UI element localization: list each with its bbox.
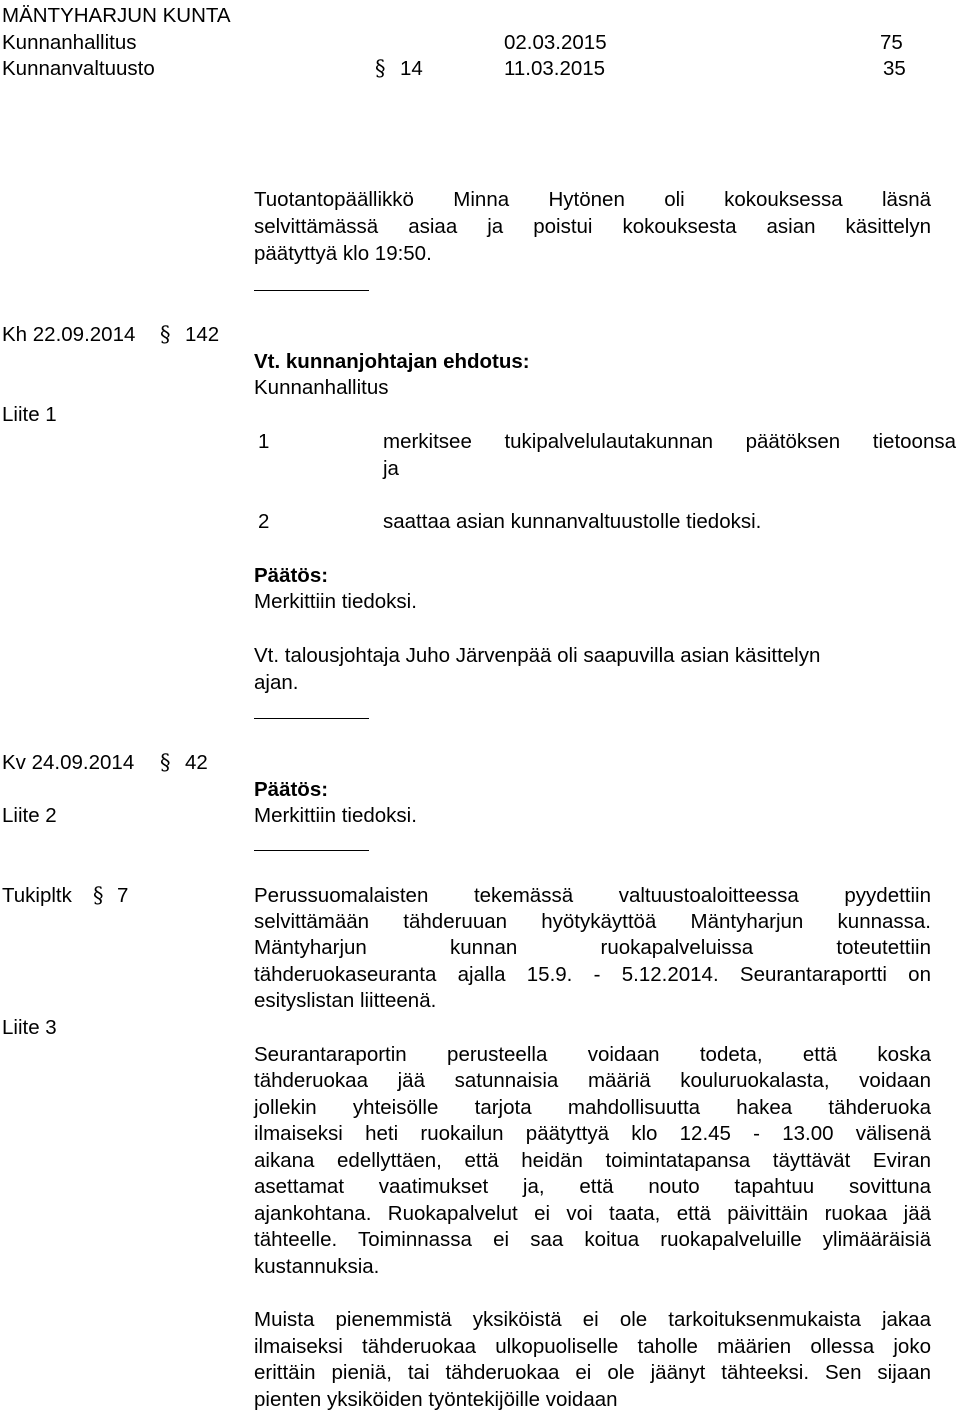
kv-ref-attachment: Liite 2 — [2, 804, 57, 827]
paragraph2-line: ajankohtana. Ruokapalvelut ei voi taata, että päivittäin ruokaa jää — [254, 1202, 931, 1225]
decision-text: Merkittiin tiedoksi. — [254, 804, 417, 827]
kh-ref-attachment: Liite 1 — [2, 403, 57, 426]
paragraph1-line: Mäntyharjun kunnan ruokapalveluissa toteutettiin — [254, 936, 931, 959]
tukipltk-ref-attachment: Liite 3 — [2, 1016, 57, 1039]
separator-line — [254, 850, 369, 851]
paragraph3-line: pienten yksiköiden työntekijöille voidaan — [254, 1388, 618, 1411]
separator-line — [254, 718, 369, 719]
header-section-no: 14 — [400, 57, 423, 80]
header-page-1: 75 — [880, 31, 903, 54]
tukipltk-ref-label: Tukipltk — [2, 884, 72, 907]
municipality-name: MÄNTYHARJUN KUNTA — [2, 4, 231, 27]
header-date-2: 11.03.2015 — [504, 57, 606, 80]
proposal-item-1-num: 1 — [258, 430, 270, 453]
kv-ref-label: Kv 24.09.2014 — [2, 751, 135, 774]
proposal-item-2-num: 2 — [258, 510, 270, 533]
paragraph2-line: tähteelle. Toiminnassa ei saa koitua ruokapalveluille ylimääräisiä — [254, 1228, 931, 1251]
proposal-item-1-text-cont: ja — [383, 457, 399, 480]
separator-line — [254, 290, 369, 291]
decision-heading: Päätös: — [254, 778, 329, 801]
proposal-item-2-text: saattaa asian kunnanvaltuustolle tiedoksi. — [383, 510, 762, 533]
paragraph2-line: aikana edellyttäen, että heidän toimintatapansa täyttävät Eviran — [254, 1149, 931, 1172]
header-body-1: Kunnanhallitus — [2, 31, 137, 54]
section-mark-icon: § — [375, 56, 386, 80]
paragraph2-line: jollekin yhteisölle tarjota mahdollisuutta hakea tähderuoka — [254, 1096, 931, 1119]
paragraph2-line: Seurantaraportin perusteella voidaan todeta, että koska — [254, 1043, 931, 1066]
header-date-1: 02.03.2015 — [504, 31, 607, 54]
decision-heading: Päätös: — [254, 564, 329, 587]
proposal-item-1-text: merkitsee tukipalvelulautakunnan päätöksen tietoonsa — [383, 430, 956, 453]
section-mark-icon: § — [93, 883, 104, 907]
kh-ref-label: Kh 22.09.2014 — [2, 323, 136, 346]
block1-line-2: selvittämässä asiaa ja poistui kokouksesta asian käsittelyn — [254, 215, 931, 238]
paragraph2-line: ilmaiseksi heti ruokailun päätyttyä klo 12.45 - 13.00 välisenä — [254, 1122, 931, 1145]
kv-ref-section-no: 42 — [185, 751, 208, 774]
kh-ref-section-no: 142 — [185, 323, 220, 346]
paragraph3-line: erittäin pieniä, tai tähderuokaa ei ole jäänyt tähteeksi. Sen sijaan — [254, 1361, 931, 1384]
paragraph1-line: Perussuomalaisten tekemässä valtuustoaloitteessa pyydettiin — [254, 884, 931, 907]
proposal-heading: Vt. kunnanjohtajan ehdotus: — [254, 350, 530, 373]
paragraph3-line: Muista pienemmistä yksiköistä ei ole tarkoituksenmukaista jakaa — [254, 1308, 931, 1331]
section-mark-icon: § — [160, 322, 171, 346]
paragraph1-line: selvittämään tähderuuan hyötykäyttöä Mäntyharjun kunnassa. — [254, 910, 931, 933]
note-line-2: ajan. — [254, 671, 299, 694]
block1-line-3: päätyttyä klo 19:50. — [254, 242, 432, 265]
header-page-2: 35 — [883, 57, 906, 80]
paragraph1-line: tähderuokaseuranta ajalla 15.9. - 5.12.2014. Seurantaraportti on — [254, 963, 931, 986]
note-line-1: Vt. talousjohtaja Juho Järvenpää oli saapuvilla asian käsittelyn — [254, 644, 821, 667]
decision-text: Merkittiin tiedoksi. — [254, 590, 417, 613]
paragraph2-line: kustannuksia. — [254, 1255, 380, 1278]
tukipltk-ref-section-no: 7 — [117, 884, 129, 907]
block1-line-1: Tuotantopäällikkö Minna Hytönen oli kokouksessa läsnä — [254, 188, 931, 211]
header-body-2: Kunnanvaltuusto — [2, 57, 155, 80]
proposal-body: Kunnanhallitus — [254, 376, 389, 399]
section-mark-icon: § — [160, 750, 171, 774]
paragraph2-line: asettamat vaatimukset ja, että nouto tapahtuu sovittuna — [254, 1175, 931, 1198]
paragraph2-line: tähderuokaa jää satunnaisia määriä kouluruokalasta, voidaan — [254, 1069, 931, 1092]
paragraph1-line: esityslistan liitteenä. — [254, 989, 437, 1012]
paragraph3-line: ilmaiseksi tähderuokaa ulkopuoliselle taholle määrien ollessa joko — [254, 1335, 931, 1358]
